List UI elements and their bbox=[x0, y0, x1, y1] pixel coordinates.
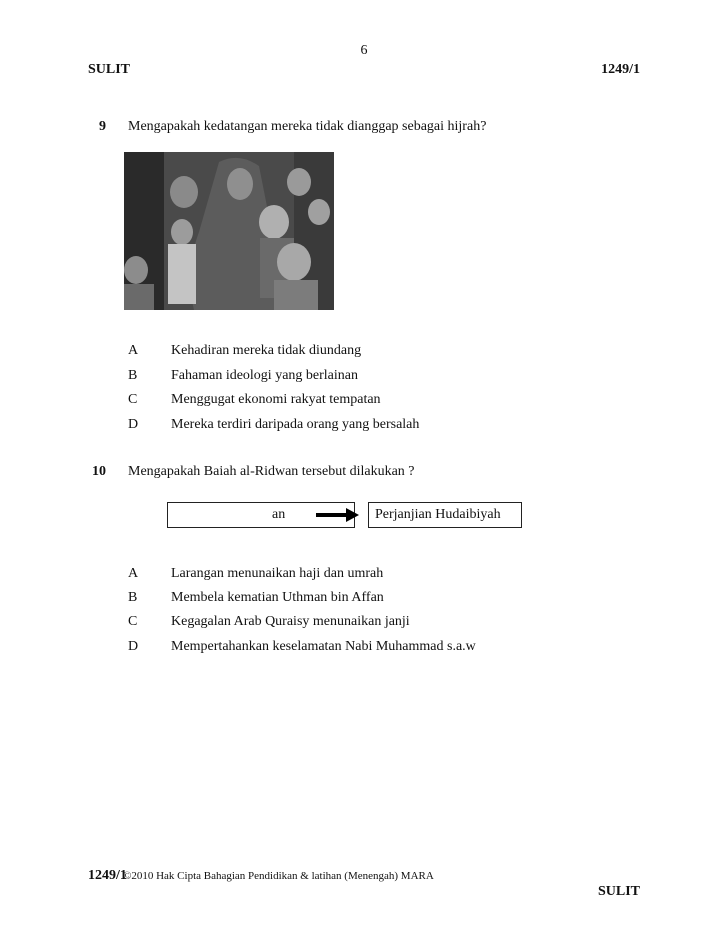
question-10-option-b-letter: B bbox=[128, 590, 138, 605]
question-9-option-c-text: Menggugat ekonomi rakyat tempatan bbox=[171, 392, 381, 407]
question-9-option-d-letter: D bbox=[128, 417, 139, 432]
question-9-option-b-letter: B bbox=[128, 368, 138, 383]
question-9-option-a-text: Kehadiran mereka tidak diundang bbox=[171, 343, 362, 358]
question-9-text: Mengapakah kedatangan mereka tidak dianggap sebagai hijrah? bbox=[128, 119, 487, 134]
question-10-option-a-text: Larangan menunaikan haji dan umrah bbox=[171, 566, 384, 581]
question-10-option-c-letter: C bbox=[128, 614, 138, 629]
header-classification: SULIT bbox=[88, 62, 131, 77]
question-9-option-a-letter: A bbox=[128, 343, 139, 358]
right-arrow-icon bbox=[314, 506, 360, 524]
question-9-option-b-text: Fahaman ideologi yang berlainan bbox=[171, 368, 358, 383]
question-10-option-d-text: Mempertahankan keselamatan Nabi Muhammad s.a.w bbox=[171, 639, 476, 654]
question-10-option-d-letter: D bbox=[128, 639, 139, 654]
question-10-number: 10 bbox=[92, 464, 106, 479]
refugee-photo bbox=[124, 152, 334, 310]
question-9-option-c-letter: C bbox=[128, 392, 138, 407]
page-number: 6 bbox=[360, 43, 368, 58]
question-10-text: Mengapakah Baiah al-Ridwan tersebut dilakukan ? bbox=[128, 464, 415, 479]
refugee-photo-illustration bbox=[124, 152, 334, 310]
question-9-option-d-text: Mereka terdiri daripada orang yang bersalah bbox=[171, 417, 420, 432]
header-paper-code: 1249/1 bbox=[601, 62, 640, 77]
footer-copyright: ©2010 Hak Cipta Bahagian Pendidikan & latihan (Menengah) MARA bbox=[123, 870, 434, 882]
diagram-right-box: Perjanjian Hudaibiyah bbox=[368, 502, 522, 528]
diagram-left-box: an bbox=[167, 502, 355, 528]
question-10-option-c-text: Kegagalan Arab Quraisy menunaikan janji bbox=[171, 614, 410, 629]
question-9-number: 9 bbox=[99, 119, 106, 134]
question-10-option-a-letter: A bbox=[128, 566, 139, 581]
question-10-option-b-text: Membela kematian Uthman bin Affan bbox=[171, 590, 384, 605]
footer-classification: SULIT bbox=[597, 884, 640, 899]
footer-paper-code: 1249/1 bbox=[88, 868, 127, 883]
